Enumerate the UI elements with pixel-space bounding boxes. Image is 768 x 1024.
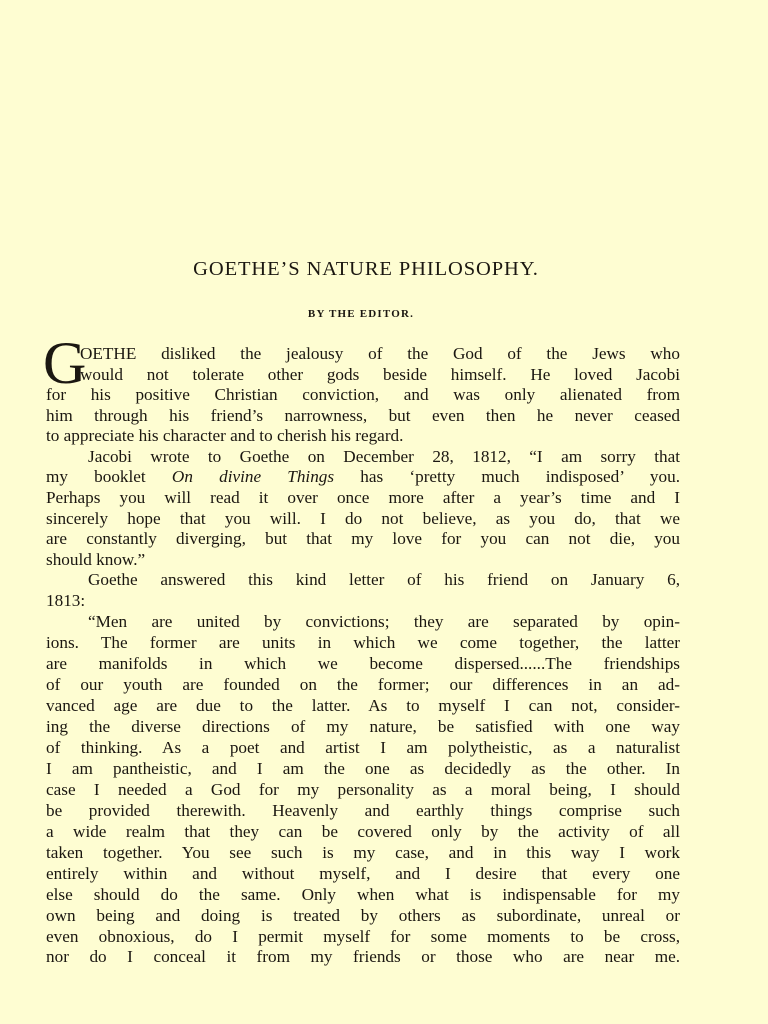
text-line: own being and doing is treated by others as subordinate, unreal or bbox=[46, 906, 680, 925]
text-line: for his positive Christian conviction, and was only alienated from bbox=[46, 385, 680, 404]
text-line: “Men are united by convictions; they are separated by opin- bbox=[88, 612, 680, 631]
text-line: should know.” bbox=[46, 550, 146, 569]
text-line: taken together. You see such is my case, and in this way I work bbox=[46, 843, 680, 862]
text-line: ions. The former are units in which we come together, the latter bbox=[46, 633, 680, 652]
article-byline: BY THE EDITOR. bbox=[307, 308, 415, 320]
text-line: sincerely hope that you will. I do not believe, as you do, that we bbox=[46, 509, 680, 528]
text-line: of thinking. As a poet and artist I am polytheistic, as a naturalist bbox=[46, 738, 680, 757]
text-line: nor do I conceal it from my friends or those who are near me. bbox=[46, 947, 680, 966]
text-line: are manifolds in which we become dispersed......The friendships bbox=[46, 654, 680, 673]
text-line: are constantly diverging, but that my love for you can not die, you bbox=[46, 529, 680, 548]
drop-cap: G bbox=[43, 330, 87, 396]
text-line: ing the diverse directions of my nature, be satisfied with one way bbox=[46, 717, 680, 736]
text-line: be provided therewith. Heavenly and earthly things comprise such bbox=[46, 801, 680, 820]
text-line: Jacobi wrote to Goethe on December 28, 1812, “I am sorry that bbox=[88, 447, 680, 466]
text-line: of our youth are founded on the former; our differences in an ad- bbox=[46, 675, 680, 694]
text-line: OETHE disliked the jealousy of the God of the Jews who bbox=[80, 344, 680, 363]
text-line: else should do the same. Only when what is indispensable for my bbox=[46, 885, 680, 904]
text-line: to appreciate his character and to cherish his regard. bbox=[46, 426, 404, 445]
text-line: even obnoxious, do I permit myself for some moments to be cross, bbox=[46, 927, 680, 946]
text-line: Goethe answered this kind letter of his friend on January 6, bbox=[88, 570, 680, 589]
text-line: Perhaps you will read it over once more after a year’s time and I bbox=[46, 488, 680, 507]
text-line: vanced age are due to the latter. As to myself I can not, consider- bbox=[46, 696, 680, 715]
text-line: case I needed a God for my personality as a moral being, I should bbox=[46, 780, 680, 799]
text-line: I am pantheistic, and I am the one as decidedly as the other. In bbox=[46, 759, 680, 778]
text-line: would not tolerate other gods beside himself. He loved Jacobi bbox=[80, 365, 680, 384]
text-line: a wide realm that they can be covered only by the activity of all bbox=[46, 822, 680, 841]
article-title: GOETHE’S NATURE PHILOSOPHY. bbox=[193, 258, 539, 280]
text-line: entirely within and without myself, and I desire that every one bbox=[46, 864, 680, 883]
book-title-emphasis: On divine Things bbox=[171, 467, 335, 486]
text-line: him through his friend’s narrowness, but even then he never ceased bbox=[46, 406, 680, 425]
text-line: my booklet On divine Things has ‘pretty much indisposed’ you. bbox=[46, 467, 680, 486]
text-line: 1813: bbox=[46, 591, 86, 610]
